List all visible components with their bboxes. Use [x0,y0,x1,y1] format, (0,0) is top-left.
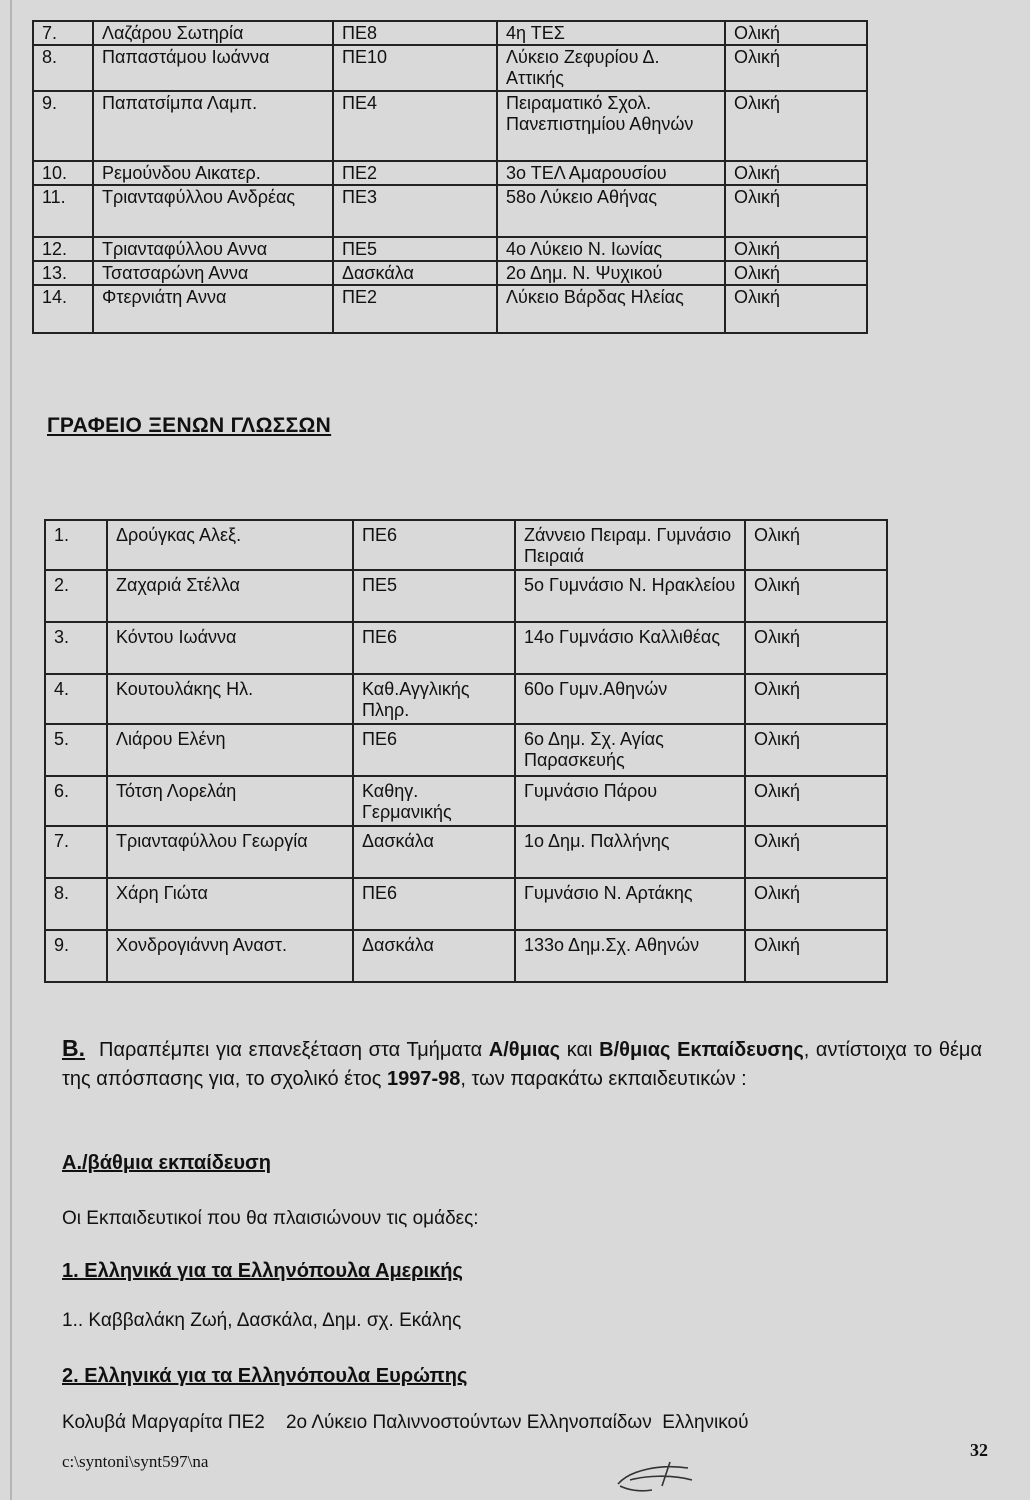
group1-item: 1.. Καββαλάκη Ζωή, Δασκάλα, Δημ. σχ. Εκάλης [62,1310,462,1331]
cell-num: 9. [45,930,107,982]
cell-status: Ολική [725,237,867,261]
group2-heading: 2. Ελληνικά για τα Ελληνόπουλα Ευρώπης [62,1365,468,1387]
cell-num: 13. [33,261,93,285]
signature-scribble-icon [600,1450,710,1498]
cell-spec: ΠΕ6 [353,724,515,776]
section-b-paragraph [62,1034,982,1094]
cell-name: Κόντου Ιωάννα [107,622,353,674]
cell-status: Ολική [725,45,867,91]
table-row [45,674,887,724]
cell-num: 5. [45,724,107,776]
table-row [33,285,867,333]
cell-num: 2. [45,570,107,622]
table-row [33,185,867,237]
section-b-text: , των παρακάτω εκπαιδευτικών : [460,1068,747,1090]
cell-school: 6ο Δημ. Σχ. Αγίας Παρασκευής [515,724,745,776]
cell-spec: ΠΕ5 [353,570,515,622]
cell-name: Τριανταφύλλου Ανδρέας [93,185,333,237]
table-row [33,45,867,91]
table-row [45,776,887,826]
cell-spec: Δασκάλα [353,930,515,982]
cell-status: Ολική [745,674,887,724]
cell-spec: ΠΕ2 [333,285,497,333]
table-row [33,91,867,161]
cell-status: Ολική [745,930,887,982]
cell-num: 7. [33,21,93,45]
cell-name: Ρεμούνδου Αικατερ. [93,161,333,185]
section-b-secondary: Β/θμιας Εκπαίδευσης [599,1039,804,1061]
cell-status: Ολική [725,185,867,237]
cell-school: 1ο Δημ. Παλλήνης [515,826,745,878]
cell-num: 12. [33,237,93,261]
cell-num: 8. [33,45,93,91]
cell-spec: ΠΕ6 [353,622,515,674]
cell-status: Ολική [725,285,867,333]
cell-status: Ολική [725,21,867,45]
cell-name: Φτερνιάτη Αννα [93,285,333,333]
cell-name: Λιάρου Ελένη [107,724,353,776]
cell-school: 4η ΤΕΣ [497,21,725,45]
section-b-marker: Β. [62,1035,85,1061]
cell-school: Λύκειο Βάρδας Ηλείας [497,285,725,333]
table-row [45,878,887,930]
cell-name: Χάρη Γιώτα [107,878,353,930]
cell-spec: Δασκάλα [333,261,497,285]
cell-name: Τότση Λορελάη [107,776,353,826]
cell-name: Δρούγκας Αλεξ. [107,520,353,570]
section-b-year: 1997-98 [387,1068,461,1090]
cell-school: Πειραματικό Σχολ. Πανεπιστημίου Αθηνών [497,91,725,161]
cell-name: Τριανταφύλλου Αννα [93,237,333,261]
cell-school: 3ο ΤΕΛ Αμαρουσίου [497,161,725,185]
cell-status: Ολική [725,91,867,161]
page-number: 32 [970,1440,988,1460]
table-row [33,237,867,261]
binding-edge [10,0,12,1500]
cell-num: 3. [45,622,107,674]
cell-school: 58ο Λύκειο Αθήνας [497,185,725,237]
cell-school: Λύκειο Ζεφυρίου Δ. Αττικής [497,45,725,91]
cell-num: 7. [45,826,107,878]
cell-spec: ΠΕ10 [333,45,497,91]
cell-status: Ολική [725,161,867,185]
staff-table-upper [32,20,868,334]
group1-heading: 1. Ελληνικά για τα Ελληνόπουλα Αμερικής [62,1260,463,1282]
cell-num: 9. [33,91,93,161]
cell-spec: Καθηγ. Γερμανικής [353,776,515,826]
cell-status: Ολική [745,570,887,622]
cell-status: Ολική [725,261,867,285]
section-b-primary: Α/θμιας [488,1039,561,1061]
cell-status: Ολική [745,724,887,776]
foreign-languages-table-body [45,520,887,982]
section-b-text: Παραπέμπει για επανεξέταση στα Τμήματα [99,1039,483,1061]
section-b-text: , αντίστοιχα το θέμα της απόσπασης για, το σχολικό έτος [62,1039,983,1090]
cell-name: Τσατσαρώνη Αννα [93,261,333,285]
cell-num: 10. [33,161,93,185]
cell-status: Ολική [745,776,887,826]
cell-school: 2ο Δημ. Ν. Ψυχικού [497,261,725,285]
cell-status: Ολική [745,878,887,930]
cell-name: Παπατσίμπα Λαμπ. [93,91,333,161]
table-row [33,161,867,185]
cell-num: 4. [45,674,107,724]
intro-line: Οι Εκπαιδευτικοί που θα πλαισιώνουν τις ομάδες: [62,1208,479,1229]
cell-name: Χονδρογιάννη Αναστ. [107,930,353,982]
cell-num: 1. [45,520,107,570]
table-row [45,930,887,982]
cell-school: 5ο Γυμνάσιο Ν. Ηρακλείου [515,570,745,622]
cell-status: Ολική [745,622,887,674]
cell-school: 60ο Γυμν.Αθηνών [515,674,745,724]
group2-item: Κολυβά Μαργαρίτα ΠΕ2 2ο Λύκειο Παλιννοστούντων Ελληνοπαίδων Ελληνικού [62,1412,749,1433]
foreign-languages-heading: ΓΡΑΦΕΙΟ ΞΕΝΩΝ ΓΛΩΣΣΩΝ [47,414,332,437]
primary-education-heading: Α./βάθμια εκπαίδευση [62,1152,271,1174]
cell-status: Ολική [745,826,887,878]
cell-spec: ΠΕ3 [333,185,497,237]
cell-spec: Δασκάλα [353,826,515,878]
cell-school: Γυμνάσιο Ν. Αρτάκης [515,878,745,930]
cell-spec: ΠΕ6 [353,520,515,570]
table-row [45,826,887,878]
cell-name: Λαζάρου Σωτηρία [93,21,333,45]
cell-school: 14ο Γυμνάσιο Καλλιθέας [515,622,745,674]
file-path-footer: c:\syntoni\synt597\na [62,1452,209,1471]
cell-spec: ΠΕ5 [333,237,497,261]
cell-num: 8. [45,878,107,930]
cell-school: 133ο Δημ.Σχ. Αθηνών [515,930,745,982]
table-row [33,21,867,45]
cell-school: Γυμνάσιο Πάρου [515,776,745,826]
cell-name: Ζαχαριά Στέλλα [107,570,353,622]
table-row [45,570,887,622]
section-b-text: και [566,1039,593,1061]
cell-spec: Καθ.Αγγλικής Πληρ. [353,674,515,724]
cell-spec: ΠΕ2 [333,161,497,185]
cell-name: Παπαστάμου Ιωάννα [93,45,333,91]
table-row [45,520,887,570]
cell-school: 4ο Λύκειο Ν. Ιωνίας [497,237,725,261]
table-row [45,622,887,674]
cell-school: Ζάννειο Πειραμ. Γυμνάσιο Πειραιά [515,520,745,570]
table-row [45,724,887,776]
cell-spec: ΠΕ4 [333,91,497,161]
cell-num: 11. [33,185,93,237]
foreign-languages-table [44,519,888,983]
cell-spec: ΠΕ6 [353,878,515,930]
staff-table-upper-body [33,21,867,333]
table-row [33,261,867,285]
cell-name: Κουτουλάκης Ηλ. [107,674,353,724]
cell-num: 14. [33,285,93,333]
cell-num: 6. [45,776,107,826]
cell-status: Ολική [745,520,887,570]
cell-name: Τριανταφύλλου Γεωργία [107,826,353,878]
cell-spec: ΠΕ8 [333,21,497,45]
